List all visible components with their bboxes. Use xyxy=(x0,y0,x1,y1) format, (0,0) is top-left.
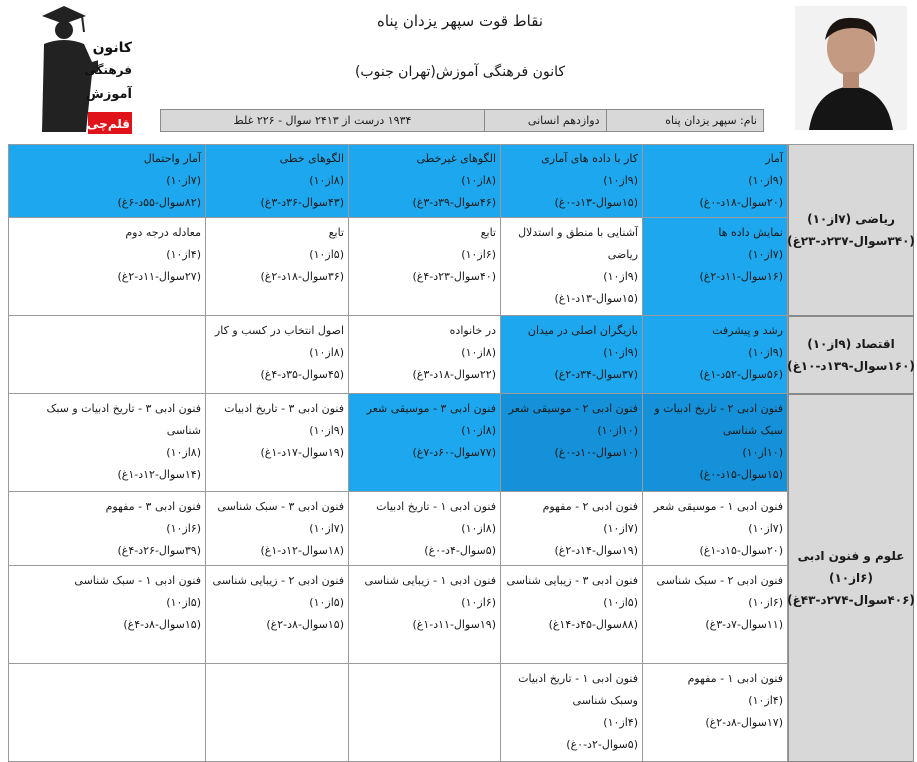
topic-cell xyxy=(8,566,206,664)
topic-stats: (۴۳سوال-۳۶د-۳غ) xyxy=(260,196,344,209)
topic-cell xyxy=(501,218,643,316)
topic-cell xyxy=(8,664,206,762)
topic-stats: (۱۹سوال-۱۷د-۱غ) xyxy=(260,446,344,459)
topic-score: (۵از۱۰) xyxy=(309,248,344,261)
topic-stats: (۵سوال-۴د-۰غ) xyxy=(424,544,496,557)
student-grade: دوازدهم انسانی xyxy=(484,110,606,131)
topic-score: (۷از۱۰) xyxy=(603,522,638,535)
topic-score: (۹از۱۰) xyxy=(603,174,638,187)
student-photo xyxy=(795,6,907,130)
topic-stats: (۱۷سوال-۸د-۲غ) xyxy=(705,716,783,729)
topic-name: کار با داده های آماری xyxy=(541,152,638,165)
logo-line-1: کانون xyxy=(92,40,132,56)
topic-name: فنون ادبی ۲ - زیبایی شناسی xyxy=(212,574,344,587)
topic-name: رشد و پیشرفت xyxy=(712,324,783,337)
topic-score: (۶از۱۰) xyxy=(166,522,201,535)
topic-score: (۹از۱۰) xyxy=(309,424,344,437)
topic-cell xyxy=(8,394,206,492)
topic-stats: (۱۰سوال-۱۰د-۰غ) xyxy=(554,446,638,459)
topic-cell xyxy=(643,492,788,566)
topic-name: معادله درجه دوم xyxy=(125,226,201,239)
topic-stats: (۱۵سوال-۸د-۴غ) xyxy=(123,618,201,631)
topic-cell xyxy=(8,316,206,394)
topic-name: فنون ادبی ۱ - تاریخ ادبیات xyxy=(376,500,496,513)
topic-score: (۶از۱۰) xyxy=(748,596,783,609)
topic-cell xyxy=(206,566,349,664)
topic-name: فنون ادبی ۱ - سبک شناسی xyxy=(74,574,201,587)
topic-name: فنون ادبی ۳ - مفهوم xyxy=(105,500,201,513)
topic-stats: (۱۶سوال-۱۱د-۲غ) xyxy=(699,270,783,283)
topic-stats: (۲۷سوال-۱۱د-۲غ) xyxy=(117,270,201,283)
topic-stats: (۳۹سوال-۲۶د-۴غ) xyxy=(117,544,201,557)
topic-name: فنون ادبی ۲ - مفهوم xyxy=(542,500,638,513)
topic-cell xyxy=(206,394,349,492)
topic-score: (۸از۱۰) xyxy=(309,174,344,187)
topic-name: الگوهای غیرخطی xyxy=(416,152,496,165)
topic-stats: (۱۸سوال-۱۲د-۱غ) xyxy=(260,544,344,557)
topic-cell xyxy=(349,492,501,566)
topic-name: فنون ادبی ۳ - زیبایی شناسی xyxy=(506,574,638,587)
topic-name: آشنایی با منطق و استدلال ریاضی xyxy=(518,226,638,261)
topic-score: (۶از۱۰) xyxy=(461,596,496,609)
topic-stats: (۱۱سوال-۷د-۳غ) xyxy=(705,618,783,631)
subject-header: ریاضی (۷از۱۰) (۳۴۰سوال-۲۳۷د-۲۳غ) xyxy=(788,144,914,316)
topic-stats: (۴۶سوال-۳۹د-۳غ) xyxy=(412,196,496,209)
topic-cell xyxy=(643,664,788,762)
topic-name: اصول انتخاب در کسب و کار xyxy=(214,324,344,337)
topic-name: نمایش داده ها xyxy=(718,226,783,239)
topic-score: (۶از۱۰) xyxy=(461,248,496,261)
topic-stats: (۵سوال-۲د-۰غ) xyxy=(566,738,638,751)
topic-cell xyxy=(643,566,788,664)
topic-cell xyxy=(8,218,206,316)
topic-score: (۴از۱۰) xyxy=(166,248,201,261)
avatar-icon xyxy=(795,6,907,130)
topic-cell xyxy=(349,566,501,664)
topic-stats: (۸۸سوال-۴۵د-۱۴غ) xyxy=(548,618,638,631)
topic-cell xyxy=(643,316,788,394)
topic-cell xyxy=(206,664,349,762)
student-info-bar xyxy=(160,109,764,132)
topic-cell xyxy=(349,316,501,394)
topic-score: (۵از۱۰) xyxy=(603,596,638,609)
topic-cell xyxy=(349,664,501,762)
topic-cell xyxy=(643,144,788,218)
topic-score: (۴از۱۰) xyxy=(748,694,783,707)
topic-score: (۹از۱۰) xyxy=(748,346,783,359)
topic-stats: (۱۹سوال-۱۱د-۱غ) xyxy=(412,618,496,631)
topic-cell xyxy=(8,492,206,566)
topic-stats: (۳۷سوال-۳۴د-۲غ) xyxy=(554,368,638,381)
topic-name: فنون ادبی ۱ - تاریخ ادبیات وسبک شناسی xyxy=(518,672,638,707)
institute-name: کانون فرهنگی آموزش(تهران جنوب) xyxy=(354,64,566,80)
logo-line-3: آموزش xyxy=(85,87,132,102)
topic-cell xyxy=(349,394,501,492)
topic-name: تابع xyxy=(480,226,496,239)
topic-name: آمار واحتمال xyxy=(143,152,201,165)
student-stats: ۱۹۳۴ درست از ۲۴۱۳ سوال - ۲۲۶ غلط xyxy=(233,114,412,127)
topic-name: در خانواده xyxy=(449,324,496,337)
topic-cell xyxy=(206,492,349,566)
topic-stats: (۵۶سوال-۵۲د-۱غ) xyxy=(699,368,783,381)
topic-cell xyxy=(643,218,788,316)
topic-score: (۷از۱۰) xyxy=(309,522,344,535)
topic-score: (۹از۱۰) xyxy=(603,270,638,283)
topic-name: فنون ادبی ۱ - موسیقی شعر xyxy=(653,500,783,513)
topic-score: (۴از۱۰) xyxy=(603,716,638,729)
subject-header: اقتصاد (۹از۱۰) (۱۶۰سوال-۱۳۹د-۱۰غ) xyxy=(788,316,914,394)
topic-stats: (۴۵سوال-۳۵د-۴غ) xyxy=(260,368,344,381)
topic-stats: (۱۹سوال-۱۴د-۲غ) xyxy=(554,544,638,557)
topic-stats: (۱۵سوال-۱۵د-۰غ) xyxy=(699,468,783,481)
subject-header: علوم و فنون ادبی (۶از۱۰) (۴۰۶سوال-۲۷۴د-۴۳غ) xyxy=(788,394,914,762)
topic-name: فنون ادبی ۳ - تاریخ ادبیات xyxy=(224,402,344,415)
topic-stats: (۷۷سوال-۶۰د-۷غ) xyxy=(412,446,496,459)
topic-score: (۸از۱۰) xyxy=(461,174,496,187)
topic-cell xyxy=(349,144,501,218)
topic-stats: (۲۰سوال-۱۸د-۰غ) xyxy=(699,196,783,209)
topic-score: (۵از۱۰) xyxy=(309,596,344,609)
logo-line-2: فرهنگی xyxy=(84,63,132,77)
topic-score: (۸از۱۰) xyxy=(461,522,496,535)
logo-line-4: قلم‌چی xyxy=(87,117,130,131)
topic-name: فنون ادبی ۱ - زیبایی شناسی xyxy=(364,574,496,587)
topic-name: بازیگران اصلی در میدان xyxy=(527,324,638,337)
topic-name: فنون ادبی ۳ - موسیقی شعر xyxy=(366,402,496,415)
topic-name: آمار xyxy=(765,152,783,165)
topic-cell xyxy=(501,394,643,492)
topic-cell xyxy=(206,316,349,394)
topic-cell xyxy=(501,566,643,664)
topic-stats: (۱۵سوال-۸د-۲غ) xyxy=(266,618,344,631)
topic-name: فنون ادبی ۱ - مفهوم xyxy=(687,672,783,685)
topic-name: تابع xyxy=(328,226,344,239)
report-title: نقاط قوت سپهر یزدان پناه xyxy=(376,12,544,30)
topic-cell xyxy=(643,394,788,492)
topic-score: (۸از۱۰) xyxy=(461,424,496,437)
topic-score: (۱۰از۱۰) xyxy=(597,424,638,437)
topic-name: فنون ادبی ۳ - تاریخ ادبیات و سبک شناسی xyxy=(46,402,201,437)
topic-score: (۱۰از۱۰) xyxy=(742,446,783,459)
topic-name: فنون ادبی ۲ - تاریخ ادبیات و سبک شناسی xyxy=(654,402,783,437)
topic-cell xyxy=(501,316,643,394)
topic-cell xyxy=(501,492,643,566)
student-name: نام: سپهر یزدان پناه xyxy=(606,110,763,131)
topic-stats: (۱۵سوال-۱۳د-۱غ) xyxy=(554,292,638,305)
topic-cell xyxy=(501,144,643,218)
topic-stats: (۲۰سوال-۱۵د-۱غ) xyxy=(699,544,783,557)
topic-stats: (۴۰سوال-۲۳د-۴غ) xyxy=(412,270,496,283)
topic-name: فنون ادبی ۲ - سبک شناسی xyxy=(656,574,783,587)
topic-name: فنون ادبی ۲ - موسیقی شعر xyxy=(508,402,638,415)
topic-score: (۷از۱۰) xyxy=(748,522,783,535)
ghalamchi-logo xyxy=(34,2,134,136)
topic-stats: (۸۲سوال-۵۵د-۶غ) xyxy=(117,196,201,209)
topic-cell xyxy=(206,218,349,316)
topic-cell xyxy=(349,218,501,316)
topic-stats: (۱۴سوال-۱۲د-۱غ) xyxy=(117,468,201,481)
topic-score: (۸از۱۰) xyxy=(461,346,496,359)
report-header xyxy=(0,0,917,140)
topic-score: (۹از۱۰) xyxy=(748,174,783,187)
topic-score: (۸از۱۰) xyxy=(166,446,201,459)
topic-cell xyxy=(206,144,349,218)
topic-name: الگوهای خطی xyxy=(279,152,344,165)
topic-score: (۸از۱۰) xyxy=(309,346,344,359)
topic-cell xyxy=(501,664,643,762)
topic-score: (۹از۱۰) xyxy=(603,346,638,359)
topic-cell xyxy=(8,144,206,218)
topic-stats: (۱۵سوال-۱۳د-۰غ) xyxy=(554,196,638,209)
topic-score: (۵از۱۰) xyxy=(166,596,201,609)
topic-score: (۷از۱۰) xyxy=(748,248,783,261)
topic-stats: (۳۶سوال-۱۸د-۲غ) xyxy=(260,270,344,283)
topic-name: فنون ادبی ۳ - سبک شناسی xyxy=(217,500,344,513)
topic-score: (۷از۱۰) xyxy=(166,174,201,187)
topic-stats: (۲۲سوال-۱۸د-۳غ) xyxy=(412,368,496,381)
